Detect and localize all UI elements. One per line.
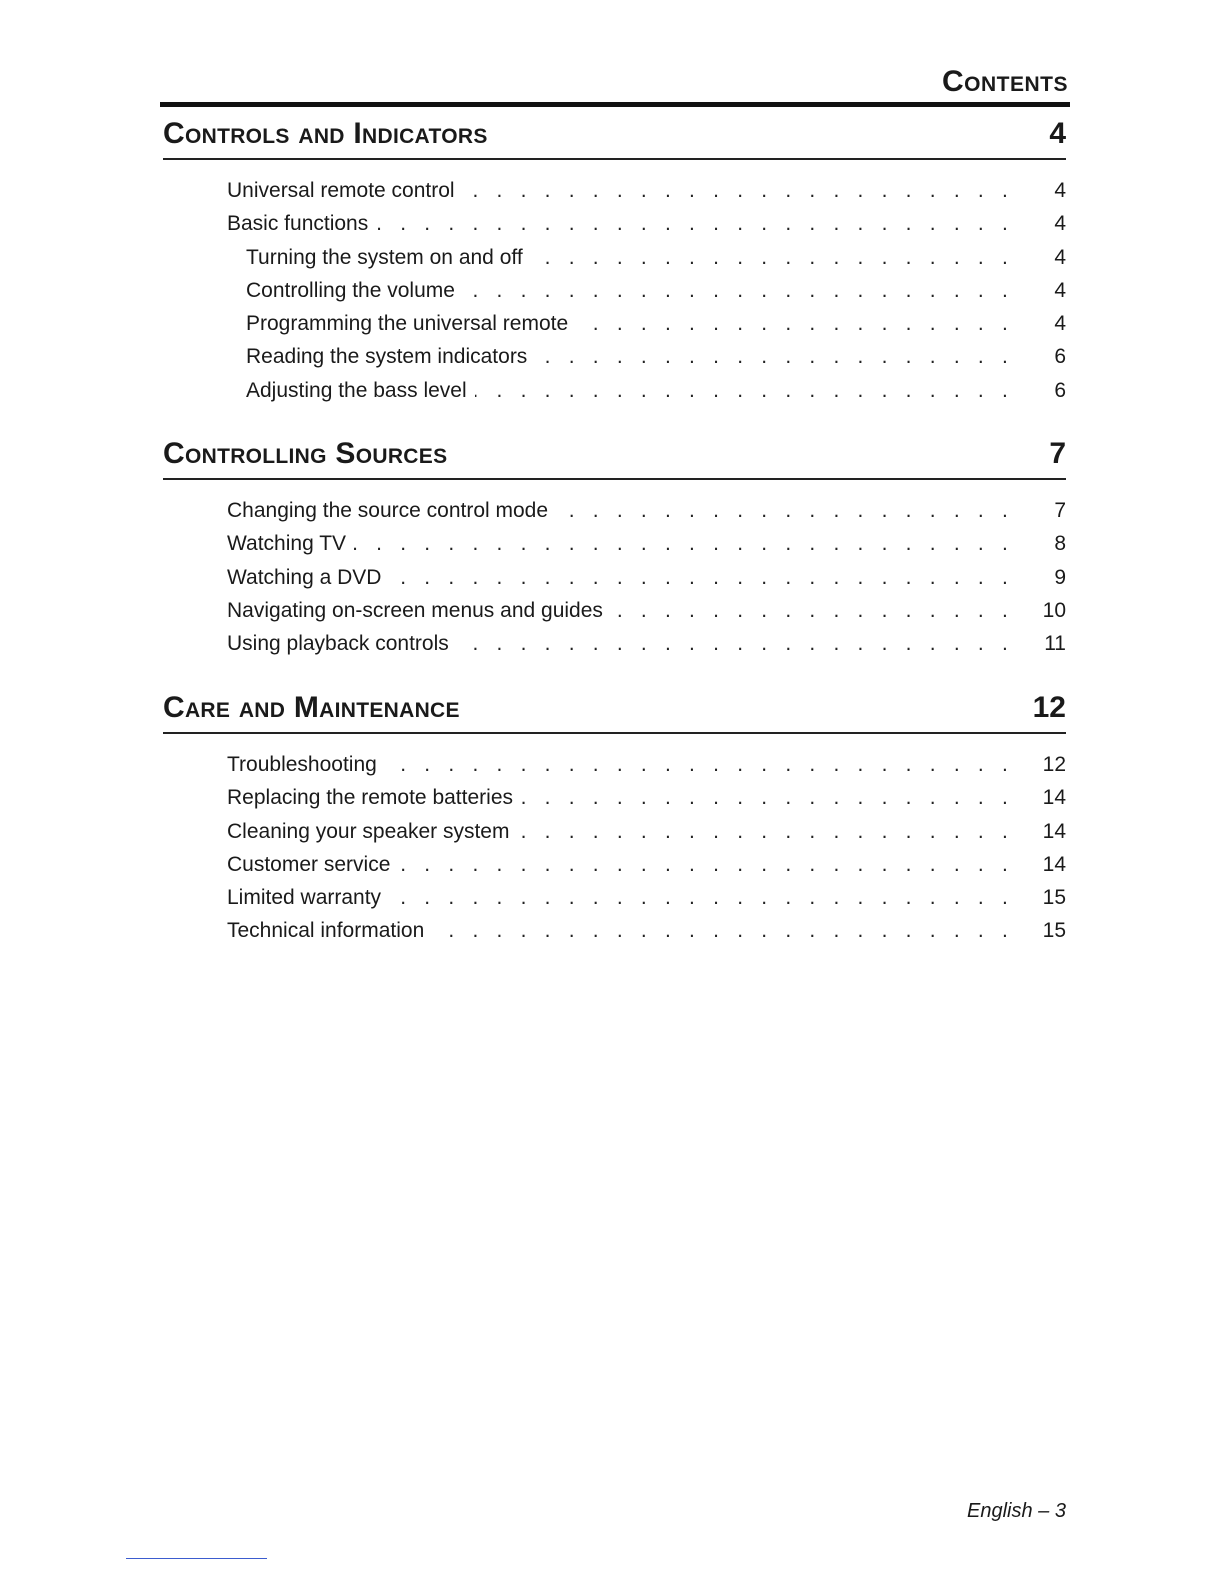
toc-entry-list (163, 174, 1066, 407)
toc-entry-page: 15 (1042, 919, 1066, 943)
dot-leader (475, 374, 1014, 407)
toc-subentry[interactable] (163, 307, 1066, 340)
toc-section-care-and-maintenance (163, 692, 1066, 948)
toc-section-controls-and-indicators (163, 118, 1066, 407)
toc-entry[interactable] (163, 174, 1066, 207)
toc-entry[interactable] (163, 914, 1066, 947)
section-page-number[interactable]: 12 (1032, 691, 1066, 724)
toc-entry[interactable] (163, 594, 1066, 627)
dot-leader (531, 241, 1014, 274)
toc-entry-page: 4 (1054, 179, 1066, 202)
dot-leader (385, 748, 1014, 781)
dot-leader (576, 307, 1014, 340)
toc-entry-page: 11 (1044, 632, 1066, 656)
dot-leader (398, 848, 1014, 881)
toc-entry-label: Customer service (227, 852, 391, 876)
toc-entry-label: Programming the universal remote (246, 312, 569, 336)
toc-entry-page: 6 (1054, 345, 1066, 369)
dot-leader (517, 815, 1014, 848)
dot-leader (521, 781, 1014, 814)
toc-entry-page: 14 (1042, 819, 1066, 843)
toc-entry-list (163, 494, 1066, 660)
dot-leader (535, 340, 1014, 373)
dot-leader (463, 174, 1014, 207)
toc-entry-label: Using playback controls (227, 632, 449, 656)
dot-leader (457, 627, 1014, 660)
section-heading (163, 438, 1066, 480)
toc-entry-page: 12 (1042, 753, 1066, 776)
section-page-number[interactable]: 7 (1049, 437, 1066, 470)
section-page-number[interactable]: 4 (1049, 117, 1066, 150)
toc-entry-label: Controlling the volume (246, 278, 455, 302)
dot-leader (389, 881, 1014, 914)
toc-entry[interactable] (163, 815, 1066, 848)
toc-entry-page: 15 (1042, 886, 1066, 910)
dot-leader (556, 494, 1014, 527)
toc-entry[interactable] (163, 494, 1066, 527)
toc-subentry[interactable] (163, 241, 1066, 274)
toc-subentry[interactable] (163, 374, 1066, 407)
toc-entry-page: 14 (1042, 852, 1066, 876)
toc-entry-label: Troubleshooting (227, 753, 377, 776)
toc-section-controlling-sources (163, 438, 1066, 660)
toc-entry-label: Turning the system on and off (246, 245, 523, 269)
dot-leader (432, 914, 1014, 947)
toc-entry-page: 4 (1054, 212, 1066, 236)
toc-entry-page: 14 (1042, 786, 1066, 810)
toc-entry-page: 10 (1042, 598, 1066, 622)
toc-entry-page: 4 (1054, 312, 1066, 336)
toc-entry[interactable] (163, 881, 1066, 914)
page-footer: English – 3 (967, 1500, 1066, 1522)
toc-entry-label: Limited warranty (227, 886, 382, 910)
dot-leader (463, 274, 1014, 307)
toc-entry[interactable] (163, 627, 1066, 660)
toc-entry[interactable] (163, 207, 1066, 240)
section-title[interactable]: Controlling Sources (163, 437, 448, 470)
toc-entry-label: Adjusting the bass level (246, 378, 467, 402)
section-title[interactable]: Care and Maintenance (163, 691, 460, 724)
toc-entry-list (163, 748, 1066, 948)
toc-entry[interactable] (163, 561, 1066, 594)
toc-entry-label: Changing the source control mode (227, 499, 549, 522)
toc-entry[interactable] (163, 848, 1066, 881)
toc-entry-label: Navigating on-screen menus and guides (227, 598, 603, 622)
toc-entry-page: 8 (1054, 532, 1066, 556)
footer-rule (126, 1558, 267, 1559)
page-title: Contents (942, 65, 1068, 98)
toc-entry[interactable] (163, 527, 1066, 560)
toc-entry-page: 7 (1054, 499, 1066, 522)
toc-subentry[interactable] (163, 274, 1066, 307)
toc-entry-page: 6 (1054, 378, 1066, 402)
dot-leader (611, 594, 1014, 627)
toc-subentry[interactable] (163, 340, 1066, 373)
toc-entry-label: Watching TV (227, 532, 347, 556)
dot-leader (376, 207, 1014, 240)
toc-entry[interactable] (163, 781, 1066, 814)
toc-entry-label: Universal remote control (227, 179, 455, 202)
toc-entry[interactable] (163, 748, 1066, 781)
toc-entry-label: Watching a DVD (227, 565, 382, 589)
page-header (160, 62, 1070, 107)
dot-leader (354, 527, 1014, 560)
section-heading (163, 692, 1066, 734)
dot-leader (389, 561, 1014, 594)
toc-entry-label: Reading the system indicators (246, 345, 528, 369)
section-heading (163, 118, 1066, 160)
toc-entry-label: Basic functions (227, 212, 369, 236)
toc-entry-label: Technical information (227, 919, 425, 943)
toc-entry-label: Cleaning your speaker system (227, 819, 510, 843)
toc-entry-label: Replacing the remote batteries (227, 786, 513, 810)
toc-entry-page: 4 (1054, 278, 1066, 302)
toc-entry-page: 9 (1054, 565, 1066, 589)
toc-entry-page: 4 (1054, 245, 1066, 269)
section-title[interactable]: Controls and Indicators (163, 117, 488, 150)
